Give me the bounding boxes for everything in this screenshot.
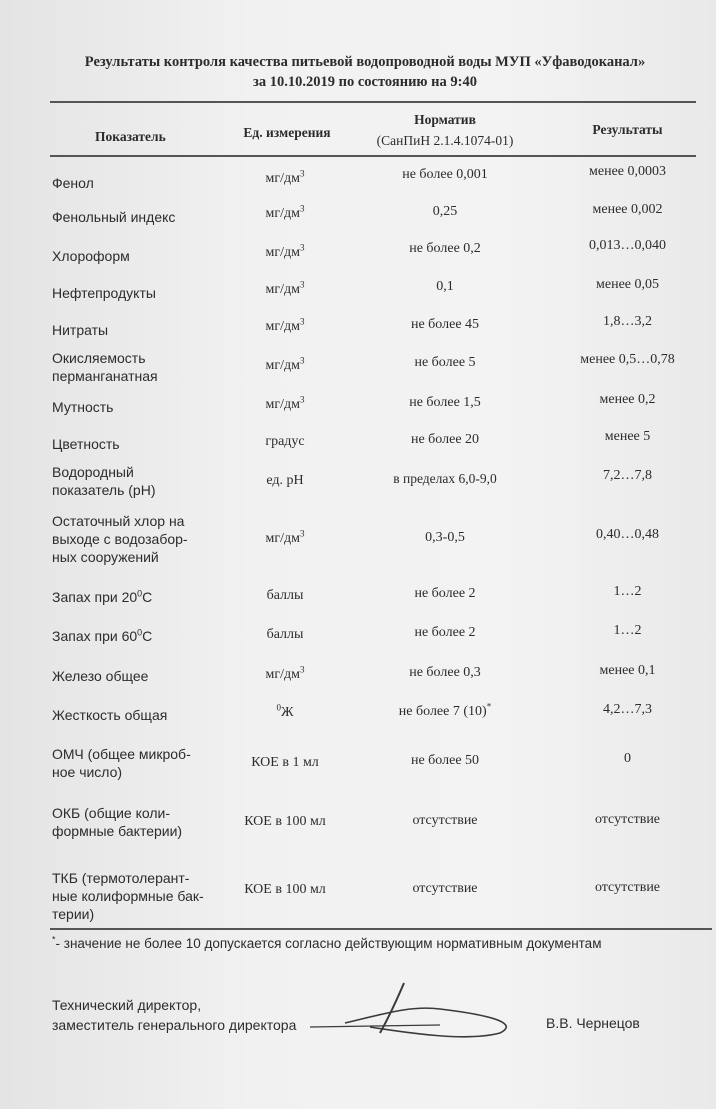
table-row-norm: в пределах 6,0-9,0 <box>393 471 497 486</box>
table-row-norm: не более 2 <box>414 586 476 601</box>
table-row-unit: $мг/дм^3$ <box>265 203 305 221</box>
table-row-norm: отсутствие <box>412 881 478 896</box>
table-row-result: отсутствие <box>594 880 661 895</box>
document-title: Результаты контроля качества питьевой водопроводной воды МУП «Уфаводоканал» <box>84 54 646 70</box>
table-row-result: менее 5 <box>604 429 651 444</box>
table-row-result: менее 0,05 <box>596 277 659 292</box>
document-date: за 10.10.2019 по состоянию на 9:40 <box>253 74 477 90</box>
column-header-norm-standard: (СанПиН 2.1.4.1074-01) <box>376 133 514 148</box>
table-row-param: Нитраты <box>52 322 109 338</box>
table-row-result: менее 0,1 <box>599 663 656 678</box>
table-row-norm: не более 1,5 <box>409 395 481 410</box>
table-row-norm: не более 20 <box>410 432 480 447</box>
table-row-unit: ед. pH <box>266 473 304 488</box>
table-row-result: менее 0,5…0,78 <box>580 352 675 367</box>
table-row-result: менее 0,002 <box>592 202 663 217</box>
table-row-unit: $^0$Ж <box>276 702 294 720</box>
table-row-param: Водородный показатель (pH) <box>52 464 156 498</box>
table-row-norm: не более 50 <box>410 753 480 768</box>
table-row-norm: отсутствие <box>412 813 478 828</box>
table-row-unit: КОЕ в 100 мл <box>244 814 326 829</box>
table-row-param: ОМЧ (общее микроб- ное число) <box>52 746 191 780</box>
table-row-unit: $мг/дм^3$ <box>265 664 305 682</box>
footnote: *- значение не более 10 допускается согласно действующим нормативным документам <box>52 934 602 951</box>
table-row-norm: 0,25 <box>432 204 458 219</box>
table-row-result: 0,40…0,48 <box>596 527 659 542</box>
table-row-unit: баллы <box>266 588 304 603</box>
table-row-unit: $мг/дм^3$ <box>265 355 305 373</box>
table-row-unit: $мг/дм^3$ <box>265 394 305 412</box>
table-row-result: 7,2…7,8 <box>603 468 652 483</box>
table-row-result: 1…2 <box>613 623 642 638</box>
table-row-norm: не более 45 <box>410 317 480 332</box>
table-row-norm: не более 7 (10)* <box>398 701 492 719</box>
signatory-position: Технический директор, заместитель генерального директора <box>52 997 297 1033</box>
table-row-result: менее 0,0003 <box>589 164 666 179</box>
handwritten-signature <box>300 975 530 1045</box>
table-row-norm: не более 0,001 <box>402 167 488 182</box>
table-row-unit: градус <box>265 434 305 449</box>
column-header-norm: Норматив <box>414 112 476 127</box>
table-top-rule <box>50 101 696 103</box>
table-row-param: Запах при $60^0С$ <box>52 627 153 644</box>
table-row-param: Окисляемость перманганатная <box>52 350 158 384</box>
signatory-name: В.В. Чернецов <box>546 1015 640 1031</box>
table-row-norm: не более 2 <box>414 625 476 640</box>
table-row-unit: КОЕ в 1 мл <box>251 755 319 770</box>
table-row-param: ТКБ (термотолерант- ные колиформные бак- терии) <box>52 870 204 922</box>
table-row-result: 4,2…7,3 <box>603 702 652 717</box>
table-row-result: менее 0,2 <box>599 392 656 407</box>
table-bottom-rule <box>50 928 712 930</box>
column-header-result: Результаты <box>592 122 663 137</box>
table-row-norm: не более 0,2 <box>409 241 481 256</box>
table-row-param: Жесткость общая <box>52 707 168 723</box>
table-row-param: ОКБ (общие коли- формные бактерии) <box>52 805 183 839</box>
table-row-result: отсутствие <box>594 812 661 827</box>
table-row-param: Мутность <box>52 399 114 415</box>
table-row-unit: КОЕ в 100 мл <box>244 882 326 897</box>
table-row-unit: $мг/дм^3$ <box>265 316 305 334</box>
column-header-param: Показатель <box>95 129 166 144</box>
table-row-norm: не более 0,3 <box>409 665 481 680</box>
table-row-param: Фенольный индекс <box>52 209 176 225</box>
table-row-param: Запах при $20^0С$ <box>52 588 153 605</box>
table-row-result: 0,013…0,040 <box>589 238 666 253</box>
table-row-unit: $мг/дм^3$ <box>265 242 305 260</box>
table-row-unit: $мг/дм^3$ <box>265 528 305 546</box>
table-row-param: Фенол <box>52 175 94 191</box>
table-row-result: 1…2 <box>613 584 642 599</box>
table-row-norm: не более 5 <box>414 355 476 370</box>
table-row-norm: 0,1 <box>436 279 454 294</box>
table-header-rule <box>50 155 696 157</box>
table-row-param: Нефтепродукты <box>52 285 156 301</box>
table-row-param: Остаточный хлор на выходе с водозабор- ных сооружений <box>52 513 188 565</box>
table-row-result: 1,8…3,2 <box>603 314 652 329</box>
table-row-unit: баллы <box>266 627 304 642</box>
table-row-param: Железо общее <box>52 668 149 684</box>
table-row-unit: $мг/дм^3$ <box>265 168 305 186</box>
column-header-unit: Ед. измерения <box>243 125 331 140</box>
table-row-norm: 0,3-0,5 <box>425 530 465 545</box>
table-row-param: Цветность <box>52 436 120 452</box>
table-row-unit: $мг/дм^3$ <box>265 279 305 297</box>
table-row-result: 0 <box>624 751 631 766</box>
table-row-param: Хлороформ <box>52 248 130 264</box>
